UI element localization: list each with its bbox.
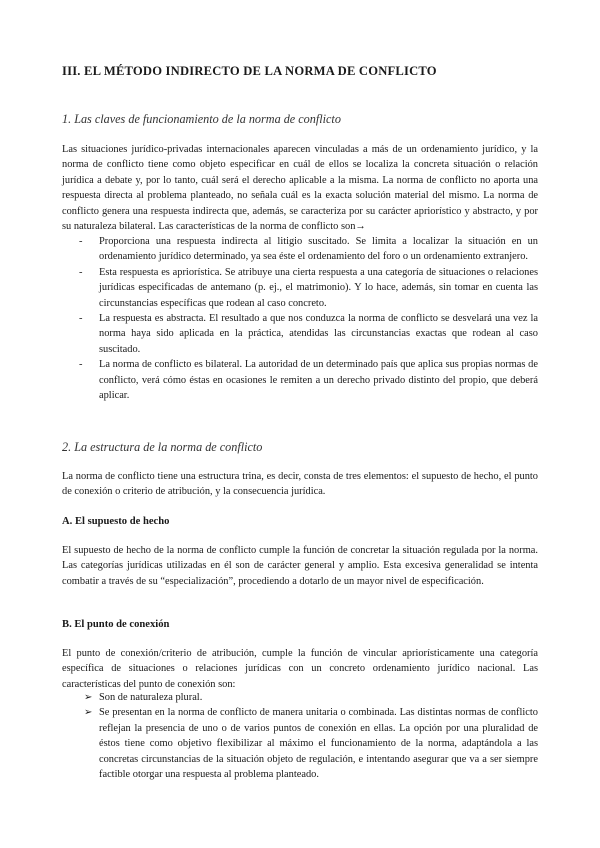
- list-item: [62, 265, 538, 311]
- dash-bullet: -: [79, 266, 83, 278]
- dash-bullet: -: [79, 313, 83, 325]
- list-item-text: La respuesta es abstracta. El resultado a que nos conduzca la norma de conflicto se desvelará una vez la norma haya sido aplicada en la práctica, atendidas las circunstancias exactas que rodean al caso suscitado.: [99, 313, 538, 355]
- list-item-text: Esta respuesta es apriorística. Se atribuye una cierta respuesta a una categoría de situaciones o relaciones jurídicas especificadas de antemano (p. ej., el matrimonio). Y lo hace, además, sin tomar en cuenta las circunstancias específicas que rodean al caso concreto.: [99, 266, 538, 309]
- dash-bullet: -: [79, 359, 83, 371]
- list-item: [62, 357, 538, 403]
- list-item: [62, 690, 538, 705]
- subsection-b-title: B. El punto de conexión: [62, 619, 170, 630]
- dash-bullet: -: [79, 236, 83, 247]
- list-item: [62, 234, 538, 265]
- section1-title: 1. Las claves de funcionamiento de la norma de conflicto: [62, 112, 341, 126]
- section1-paragraph: Las situaciones jurídico-privadas internacionales aparecen vinculadas a más de un ordenamiento jurídico, y la norma de conflicto tiene como objeto especificar en cuál de ellos se localiza la concreta situación o relación jurídica a debate y, por lo tanto, cuál será el derecho aplicable a la misma. La norma de conflicto no aporta una respuesta directa al problema planteado, no señala cuál es la exacta solución material del mismo. La norma de conflicto genera una respuesta indirecta que, además, se caracteriza por su carácter apriorístico y abstracto, y por su naturaleza bilateral. Las características de la norma de conflicto son→: [62, 144, 538, 233]
- arrow-bullet-icon: ➢: [84, 692, 93, 703]
- list-item: [62, 705, 538, 782]
- list-item-text: Se presentan en la norma de conflicto de manera unitaria o combinada. Las distintas normas de conflicto reflejan la presencia de uno o de varios puntos de conexión en ellas. La opción por una pluralidad de éstos tiene como objetivo flexibilizar al máximo el funcionamiento de la norma, adaptándola a las concretas circunstancias de la situación objeto de regulación, e intentando asegurar que va a ser siempre factible otorgar una respuesta al problema planteado.: [99, 707, 538, 781]
- list-item-text: Proporciona una respuesta indirecta al litigio suscitado. Se limita a localizar la situación en un ordenamiento jurídico determinado, ya sea éste el ordenamiento del foro o un ordenamiento extranjero.: [99, 236, 538, 263]
- list-item-text: La norma de conflicto es bilateral. La autoridad de un determinado país que aplica sus propias normas de conflicto, verá cómo éstas en ocasiones le remiten a un derecho privado distinto del propio, que deberá aplicar.: [99, 359, 538, 402]
- list-item-text: Son de naturaleza plural.: [99, 692, 203, 703]
- section2-paragraph: La norma de conflicto tiene una estructura trina, es decir, consta de tres elementos: el supuesto de hecho, el punto de conexión o criterio de atribución, y la consecuencia jurídica.: [62, 471, 538, 498]
- subsection-a-paragraph: El supuesto de hecho de la norma de conflicto cumple la función de concretar la situación regulada por la norma. Las categorías jurídicas utilizadas en él son de carácter general y amplio. Esta excesiva generalidad se intenta combatir a través de su “especialización”, procediendo a dotarlo de un mayor nivel de especificación.: [62, 545, 538, 587]
- arrow-bullet-icon: ➢: [84, 707, 93, 719]
- main-heading: III. EL MÉTODO INDIRECTO DE LA NORMA DE CONFLICTO: [62, 64, 437, 78]
- list-item: [62, 311, 538, 357]
- subsection-b-paragraph: El punto de conexión/criterio de atribución, cumple la función de vincular apriorísticamente una categoría específica de situaciones o relaciones jurídicas con un concreto ordenamiento jurídico nacional. Las características del punto de conexión son:: [62, 648, 538, 690]
- section1-list: [62, 234, 538, 403]
- section2-title: 2. La estructura de la norma de conflicto: [62, 440, 263, 454]
- subsection-a-title: A. El supuesto de hecho: [62, 516, 170, 527]
- subsection-b-list: [62, 690, 538, 782]
